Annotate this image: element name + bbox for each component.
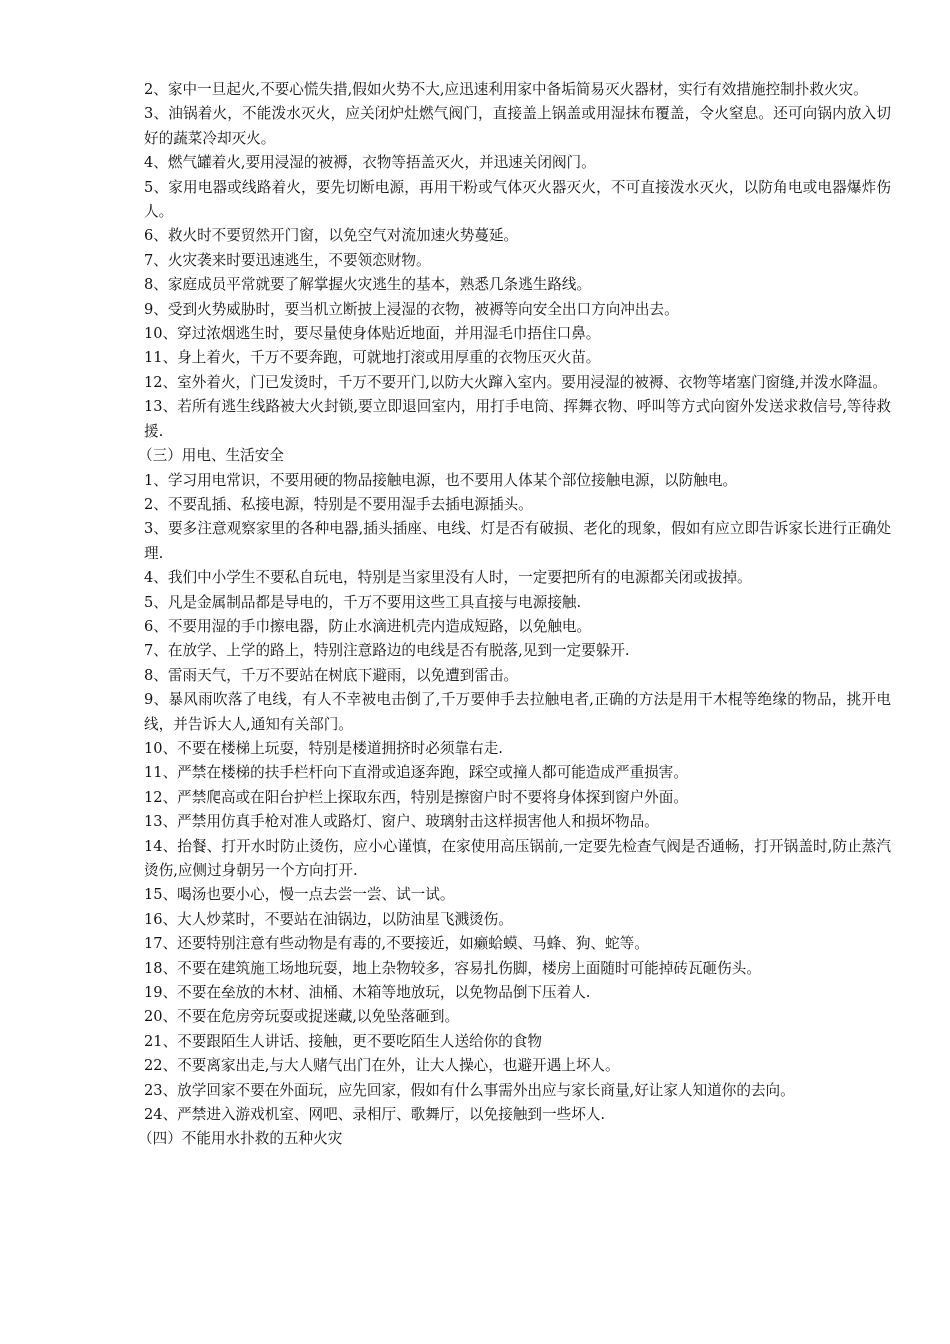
paragraph-item: 2、家中一旦起火,不要心慌失措,假如火势不大,应迅速利用家中备垢简易灭火器材，实行有效措施控制扑救火灾。 xyxy=(144,81,868,98)
paragraph-item: 15、喝汤也要小心，慢一点去尝一尝、试一试。 xyxy=(144,886,455,904)
paragraph-item: 18、不要在建筑施工场地玩耍，地上杂物较多，容易扎伤脚，楼房上面随时可能掉砖瓦砸伤头。 xyxy=(144,959,761,977)
paragraph-item: 9、暴风雨吹落了电线，有人不幸被电击倒了,千万要伸手去拉触电者,正确的方法是用干木棍等绝缘的物品，挑开电线，并告诉大人,通知有关部门。 xyxy=(144,691,891,733)
paragraph-item: 4、燃气罐着火,要用浸湿的被褥，衣物等捂盖灭火，并迅速关闭阀门。 xyxy=(144,154,596,172)
paragraph-item: 7、火灾袭来时要迅速逃生，不要领恋财物。 xyxy=(144,251,431,269)
paragraph-item: 5、凡是金属制品都是导电的，千万不要用这些工具直接与电源接触. xyxy=(144,593,582,611)
paragraph-item: 1、学习用电常识，不要用硬的物品接触电源，也不要用人体某个部位接触电源，以防触电。 xyxy=(144,471,738,489)
paragraph-item: 13、严禁用仿真手枪对准人或路灯、窗户、玻璃射击这样损害他人和损坏物品。 xyxy=(144,813,659,831)
paragraph-item: 5、家用电器或线路着火，要先切断电源，再用干粉或气体灭火器灭火，不可直接泼水灭火，以防角电或电器爆炸伤人。 xyxy=(144,178,891,221)
paragraph-item: 13、若所有逃生线路被大火封锁,要立即退回室内，用打手电筒、挥舞衣物、呼叫等方式向窗外发送求救信号,等待救援. xyxy=(144,398,891,440)
paragraph-item: 19、不要在垒放的木材、油桶、木箱等地放玩，以免物品倒下压着人. xyxy=(144,984,591,1002)
paragraph-item: 11、身上着火，千万不要奔跑，可就地打滚或用厚重的衣物压灭火苗。 xyxy=(144,349,601,367)
paragraph-item: 10、不要在楼梯上玩耍，特别是楼道拥挤时必须靠右走. xyxy=(144,739,503,757)
paragraph-item: 16、大人炒菜时，不要站在油锅边，以防油星飞溅烫伤。 xyxy=(144,910,513,928)
paragraph-item: 2、不要乱插、私接电源，特别是不要用湿手去插电源插头。 xyxy=(144,495,533,513)
document-body xyxy=(138,78,891,1152)
section-heading: （三）用电、生活安全 xyxy=(138,447,284,465)
paragraph-item: 8、雷雨天气，千万不要站在树底下避雨，以免遭到雷击。 xyxy=(144,666,519,684)
paragraph-item: 12、严禁爬高或在阳台护栏上探取东西，特别是擦窗户时不要将身体探到窗户外面。 xyxy=(144,788,688,806)
paragraph-item: 24、严禁进入游戏机室、网吧、录相厅、歌舞厅，以免接触到一些坏人. xyxy=(144,1106,606,1124)
paragraph-item: 12、室外着火，门已发烫时，千万不要开门,以防大火蹿入室内。要用浸湿的被褥、衣物等堵塞门窗缝,并泼水降温。 xyxy=(144,373,887,391)
paragraph-item: 3、要多注意观察家里的各种电器,插头插座、电线、灯是否有破损、老化的现象，假如有应立即告诉家长进行正确处理. xyxy=(144,520,891,562)
paragraph-item: 23、放学回家不要在外面玩，应先回家，假如有什么事需外出应与家长商量,好让家人知道你的去向。 xyxy=(144,1081,795,1099)
paragraph-item: 8、家庭成员平常就要了解掌握火灾逃生的基本，熟悉几条逃生路线。 xyxy=(144,276,592,294)
section-heading: （四）不能用水扑救的五种火灾 xyxy=(138,1130,343,1148)
paragraph-item: 21、不要跟陌生人讲话、接触，更不要吃陌生人送给你的食物 xyxy=(144,1032,543,1050)
paragraph-item: 20、不要在危房旁玩耍或捉迷藏,以免坠落砸到。 xyxy=(144,1008,460,1026)
paragraph-item: 7、在放学、上学的路上，特别注意路边的电线是否有脱落,见到一定要躲开. xyxy=(144,642,630,660)
paragraph-item: 10、穿过浓烟逃生时，要尽量使身体贴近地面，并用湿毛巾捂住口鼻。 xyxy=(144,325,601,343)
paragraph-item: 4、我们中小学生不要私自玩电，特别是当家里没有人时，一定要把所有的电源都关闭或拔掉。 xyxy=(144,569,752,587)
paragraph-item: 11、严禁在楼梯的扶手栏杆向下直滑或追逐奔跑，踩空或撞人都可能造成严重损害。 xyxy=(144,764,688,782)
paragraph-item: 6、不要用湿的手巾擦电器，防止水滴进机壳内造成短路，以免触电。 xyxy=(144,617,592,635)
paragraph-item: 3、油锅着火，不能泼水灭火，应关闭炉灶燃气阀门，直接盖上锅盖或用湿抹布覆盖，令火窒息。还可向锅内放入切好的蔬菜冷却灭火。 xyxy=(144,105,891,147)
paragraph-item: 9、受到火势威胁时，要当机立断披上浸湿的衣物，被褥等向安全出口方向冲出去。 xyxy=(144,300,679,318)
paragraph-item: 17、还要特别注意有些动物是有毒的,不要接近，如癞蛤蟆、马蜂、狗、蛇等。 xyxy=(144,935,649,953)
paragraph-item: 6、救火时不要贸然开门窗，以免空气对流加速火势蔓延。 xyxy=(144,227,519,245)
paragraph-item: 22、不要离家出走,与大人赌气出门在外，让大人操心，也避开遇上坏人。 xyxy=(144,1057,620,1075)
paragraph-item: 14、抬餐、打开水时防止烫伤，应小心谨慎，在家使用高压锅前,一定要先检查气阀是否通畅，打开锅盖时,防止蒸汽烫伤,应侧过身朝另一个方向打开. xyxy=(144,837,891,879)
